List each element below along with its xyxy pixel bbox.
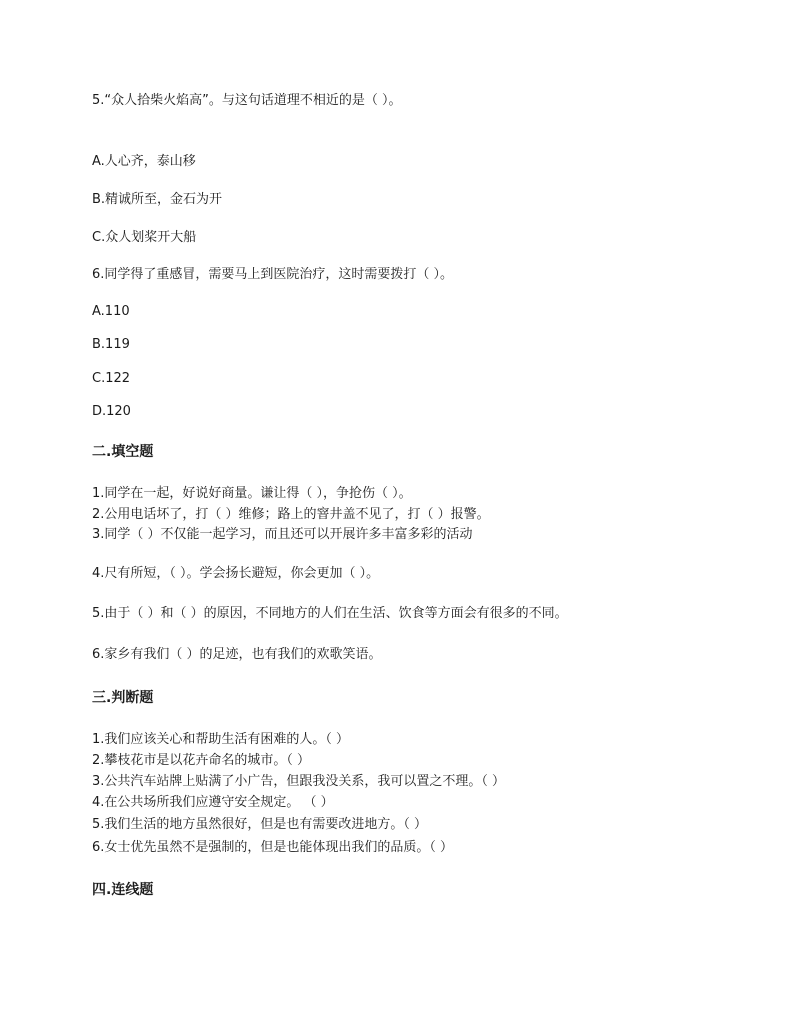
mc-q6-option-b: B.119: [92, 337, 130, 352]
mc-question-5: 5.“众人拾柴火焰高”。与这句话道理不相近的是（ ）。: [92, 93, 402, 108]
judge-item-6: 6.女士优先虽然不是强制的，但是也能体现出我们的品质。（ ）: [92, 840, 454, 855]
section-heading-judge: 三.判断题: [92, 690, 154, 706]
section-heading-match: 四.连线题: [92, 882, 154, 898]
mc-question-6: 6.同学得了重感冒，需要马上到医院治疗，这时需要拨打（ ）。: [92, 267, 454, 282]
fill-item-2: 2.公用电话坏了，打（ ）维修；路上的窨井盖不见了，打（ ）报警。: [92, 507, 490, 522]
mc-q6-option-c: C.122: [92, 371, 131, 386]
fill-item-5: 5.由于（ ）和（ ）的原因，不同地方的人们在生活、饮食等方面会有很多的不同。: [92, 606, 568, 621]
judge-item-3: 3.公共汽车站牌上贴满了小广告，但跟我没关系，我可以置之不理。（ ）: [92, 774, 506, 789]
judge-item-1: 1.我们应该关心和帮助生活有困难的人。（ ）: [92, 732, 350, 747]
judge-item-4: 4.在公共场所我们应遵守安全规定。 （ ）: [92, 795, 334, 810]
fill-item-3: 3.同学（ ）不仅能一起学习，而且还可以开展许多丰富多彩的活动: [92, 527, 473, 542]
mc-q5-option-a: A.人心齐，泰山移: [92, 154, 196, 169]
fill-item-6: 6.家乡有我们（ ）的足迹，也有我们的欢歌笑语。: [92, 647, 382, 662]
mc-q5-option-b: B.精诚所至，金石为开: [92, 192, 223, 207]
mc-q6-option-a: A.110: [92, 304, 130, 319]
judge-item-5: 5.我们生活的地方虽然很好，但是也有需要改进地方。（ ）: [92, 817, 428, 832]
fill-item-4: 4.尺有所短，（ ）。学会扬长避短，你会更加（ ）。: [92, 566, 380, 581]
mc-q6-option-d: D.120: [92, 404, 131, 419]
judge-item-2: 2.攀枝花市是以花卉命名的城市。（ ）: [92, 753, 311, 768]
mc-q5-option-c: C.众人划桨开大船: [92, 230, 197, 245]
section-heading-fill: 二.填空题: [92, 444, 154, 460]
fill-item-1: 1.同学在一起，好说好商量。谦让得（ ），争抢伤（ ）。: [92, 486, 412, 501]
